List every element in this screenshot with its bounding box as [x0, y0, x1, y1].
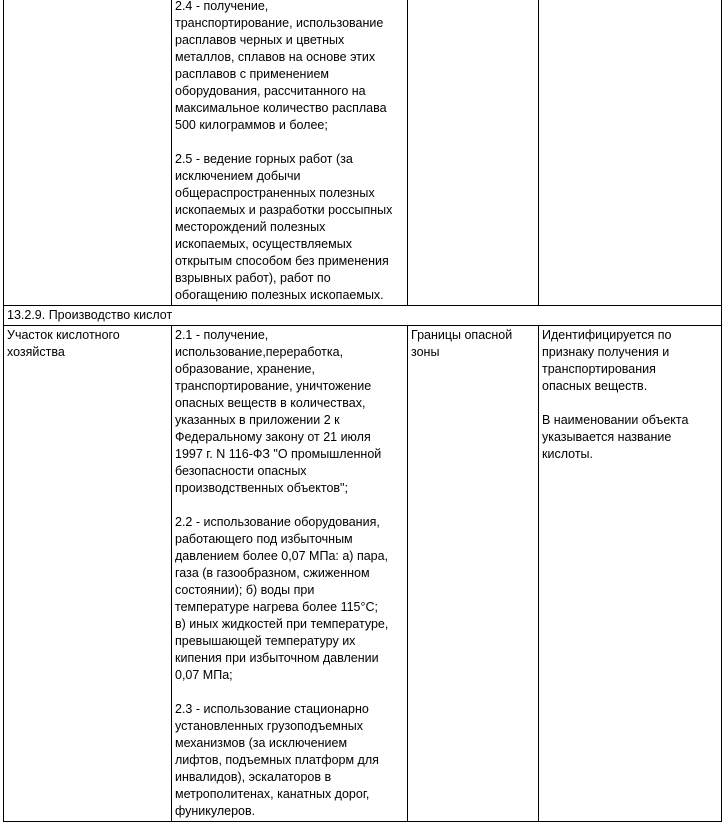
notes-cell [539, 326, 722, 822]
criteria-paragraph: 2.4 - получение, транспортирование, использование расплавов черных и цветных металлов, сплавов на основе этих расплавов с применением оборудования, рассчитанного на максимальное количество расплава 500 килограммов и более; [175, 0, 387, 132]
criteria-paragraph: 2.3 - использование стационарно установленных грузоподъемных механизмов (за исключением лифтов, подъемных платформ для инвалидов), эскалаторов в метрополитенах, канатных дорог, фуникулеров. [175, 702, 379, 818]
boundary-cell [408, 326, 539, 822]
criteria-paragraph: 2.5 - ведение горных работ (за исключением добычи общераспространенных полезных ископаемых и разработки россыпных месторождений полезных ископаемых, осуществляемых открытым способом без применения взрывных работ), работ по обогащению полезных ископаемых. [175, 152, 393, 302]
object-name-cell [4, 0, 172, 306]
notes-cell [539, 0, 722, 306]
criteria-paragraph: 2.2 - использование оборудования, работающего под избыточным давлением более 0,07 МПа: а) пара, газа (в газообразном, сжиженном состоянии); б) воды при температуре нагрева более 115°С; в) иных жидкостей при температуре, превышающей температуру их кипения при избыточном давлении 0,07 МПа; [175, 515, 389, 682]
criteria-cell [172, 0, 408, 306]
criteria-cell [172, 326, 408, 822]
object-name-cell [4, 326, 172, 822]
notes-paragraph: Идентифицируется по признаку получения и транспортирования опасных веществ. [542, 328, 672, 393]
table-row [4, 326, 722, 822]
criteria-paragraph: 2.1 - получение, использование,переработка, образование, хранение, транспортирование, уничтожение опасных веществ в количествах, указанных в приложении 2 к Федеральному закону от 21 июля 1997 г. N 116-ФЗ "О промышленной безопасности опасных производственных объектов"; [175, 328, 382, 495]
object-name-text: Участок кислотного хозяйства [7, 328, 120, 359]
section-header: 13.2.9. Производство кислот [4, 306, 722, 326]
boundary-cell [408, 0, 539, 306]
table-row [4, 0, 722, 306]
notes-paragraph: В наименовании объекта указывается название кислоты. [542, 413, 689, 461]
hazard-classification-table [3, 0, 722, 822]
section-header-row [4, 306, 722, 326]
boundary-text: Границы опасной зоны [411, 328, 513, 359]
